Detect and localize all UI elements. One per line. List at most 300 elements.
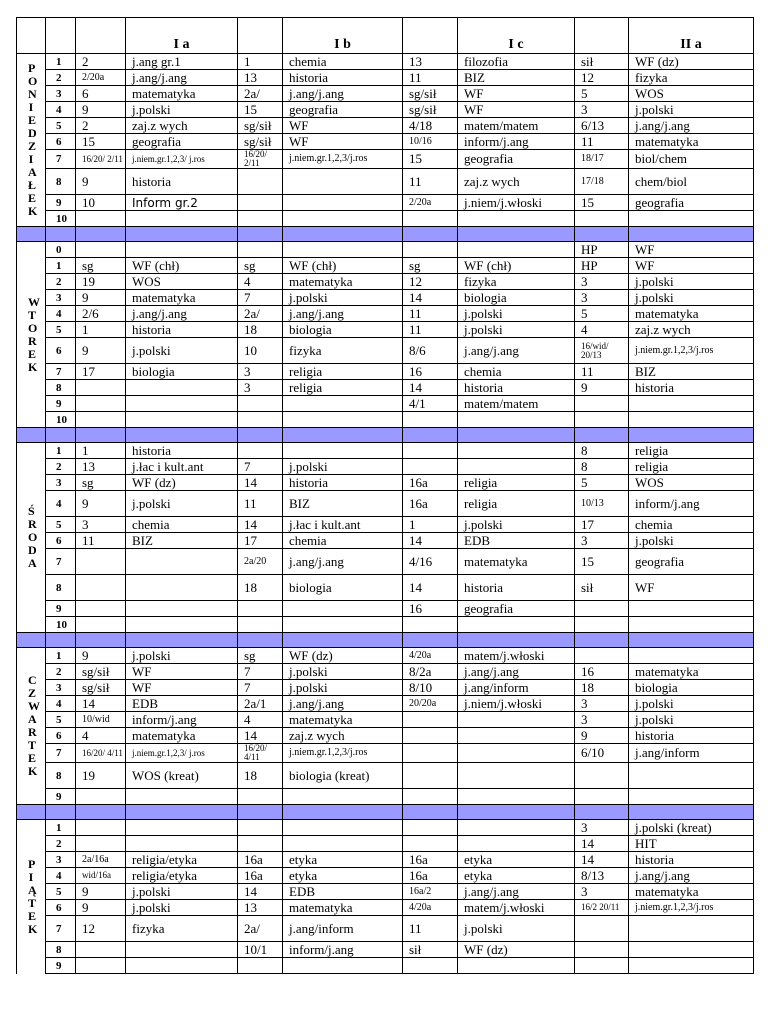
lesson-number: 6 bbox=[46, 134, 76, 150]
room-cell: 2a/1 bbox=[238, 696, 283, 712]
subject-cell: historia bbox=[126, 169, 238, 195]
subject-cell: historia bbox=[458, 575, 575, 601]
subject-cell: WF bbox=[283, 118, 403, 134]
subject-cell: j.polski bbox=[126, 900, 238, 916]
subject-cell: WOS bbox=[126, 274, 238, 290]
header-row bbox=[17, 18, 754, 54]
subject-cell: j.polski bbox=[629, 102, 754, 118]
separator-cell bbox=[575, 633, 629, 648]
subject-cell: BIZ bbox=[283, 491, 403, 517]
day-column-cell bbox=[17, 443, 46, 633]
room-cell: 4/16 bbox=[403, 549, 458, 575]
room-cell bbox=[76, 380, 126, 396]
lesson-row bbox=[17, 242, 754, 258]
room-cell: 6/10 bbox=[575, 744, 629, 763]
subject-cell: j.ang/j.ang bbox=[126, 70, 238, 86]
class-header: I a bbox=[126, 18, 238, 54]
subject-cell: j.niem.gr.1,2,3/ j.ros bbox=[126, 744, 238, 763]
room-cell: wid/16a bbox=[76, 868, 126, 884]
room-cell: 4/20a bbox=[403, 900, 458, 916]
day-column-cell bbox=[17, 54, 46, 227]
subject-cell: matem/matem bbox=[458, 118, 575, 134]
day-name bbox=[28, 856, 38, 936]
separator-cell bbox=[238, 227, 283, 242]
lesson-row bbox=[17, 517, 754, 533]
separator-cell bbox=[17, 633, 46, 648]
room-cell: 16a bbox=[403, 475, 458, 491]
room-cell: 18 bbox=[575, 680, 629, 696]
lesson-number: 2 bbox=[46, 459, 76, 475]
subject-cell: j.ang/j.ang bbox=[283, 696, 403, 712]
lesson-row bbox=[17, 459, 754, 475]
lesson-row bbox=[17, 380, 754, 396]
subject-cell bbox=[458, 617, 575, 633]
subject-cell: WF (chł) bbox=[126, 258, 238, 274]
room-cell bbox=[575, 958, 629, 974]
subject-cell: Inform gr.2 bbox=[126, 195, 238, 211]
lesson-row bbox=[17, 274, 754, 290]
lesson-row bbox=[17, 54, 754, 70]
room-cell: 17 bbox=[575, 517, 629, 533]
subject-cell: biologia bbox=[629, 680, 754, 696]
separator-cell bbox=[458, 805, 575, 820]
lesson-number: 9 bbox=[46, 195, 76, 211]
room-cell: 16/20/ 4/11 bbox=[76, 744, 126, 763]
lesson-number: 2 bbox=[46, 70, 76, 86]
subject-cell: j.polski bbox=[126, 338, 238, 364]
room-cell: 9 bbox=[76, 338, 126, 364]
room-cell: 3 bbox=[76, 517, 126, 533]
subject-cell bbox=[458, 728, 575, 744]
subject-cell: j.polski bbox=[458, 517, 575, 533]
room-cell: 14 bbox=[403, 290, 458, 306]
room-cell: 8/2a bbox=[403, 664, 458, 680]
room-cell: 14 bbox=[403, 380, 458, 396]
room-cell: sg/sił bbox=[76, 664, 126, 680]
room-cell: 9 bbox=[76, 900, 126, 916]
subject-cell: historia bbox=[126, 322, 238, 338]
room-cell: 9 bbox=[76, 884, 126, 900]
subject-cell: zaj.z wych bbox=[283, 728, 403, 744]
room-cell: 2/20a bbox=[403, 195, 458, 211]
room-cell: 11 bbox=[575, 364, 629, 380]
room-cell: 10/1 bbox=[238, 942, 283, 958]
subject-cell: j.ang/j.ang bbox=[126, 306, 238, 322]
room-cell bbox=[575, 412, 629, 428]
separator-cell bbox=[126, 227, 238, 242]
lesson-number: 9 bbox=[46, 789, 76, 805]
room-cell: 14 bbox=[76, 696, 126, 712]
lesson-row bbox=[17, 942, 754, 958]
room-cell bbox=[238, 443, 283, 459]
separator-cell bbox=[629, 227, 754, 242]
subject-cell: WF (dz) bbox=[283, 648, 403, 664]
lesson-number: 10 bbox=[46, 617, 76, 633]
subject-cell: chemia bbox=[283, 54, 403, 70]
lesson-row bbox=[17, 322, 754, 338]
room-cell: 6/13 bbox=[575, 118, 629, 134]
separator-cell bbox=[629, 805, 754, 820]
room-cell: 5 bbox=[575, 306, 629, 322]
subject-cell: WF bbox=[629, 575, 754, 601]
room-cell: 3 bbox=[238, 380, 283, 396]
subject-cell bbox=[458, 744, 575, 763]
subject-cell bbox=[283, 211, 403, 227]
room-cell: 15 bbox=[575, 549, 629, 575]
room-cell: 16a bbox=[238, 852, 283, 868]
subject-cell bbox=[629, 617, 754, 633]
separator-cell bbox=[238, 805, 283, 820]
room-cell: 8/10 bbox=[403, 680, 458, 696]
lesson-number: 7 bbox=[46, 916, 76, 942]
separator-cell bbox=[403, 633, 458, 648]
subject-cell bbox=[458, 820, 575, 836]
room-cell: 2a/ bbox=[238, 86, 283, 102]
room-cell: 11 bbox=[76, 533, 126, 549]
room-cell: 16/20/ 2/11 bbox=[76, 150, 126, 169]
room-cell: 11 bbox=[403, 916, 458, 942]
room-cell bbox=[76, 820, 126, 836]
room-cell: 4 bbox=[238, 712, 283, 728]
room-cell: 11 bbox=[403, 306, 458, 322]
lesson-number: 3 bbox=[46, 475, 76, 491]
room-cell: sg bbox=[403, 258, 458, 274]
subject-cell: religia/etyka bbox=[126, 852, 238, 868]
subject-cell: EDB bbox=[126, 696, 238, 712]
lesson-row bbox=[17, 836, 754, 852]
subject-cell: zaj.z wych bbox=[458, 169, 575, 195]
subject-cell: j.ang/j.ang bbox=[283, 549, 403, 575]
lesson-number: 10 bbox=[46, 211, 76, 227]
lesson-row bbox=[17, 306, 754, 322]
lesson-row bbox=[17, 364, 754, 380]
room-cell bbox=[76, 601, 126, 617]
room-cell: sg bbox=[76, 258, 126, 274]
room-cell: 3 bbox=[575, 696, 629, 712]
lesson-number: 0 bbox=[46, 242, 76, 258]
separator-cell bbox=[76, 227, 126, 242]
separator-cell bbox=[17, 428, 46, 443]
subject-cell: geografia bbox=[458, 601, 575, 617]
subject-cell: j.ang/j.ang bbox=[283, 86, 403, 102]
room-cell: 1 bbox=[76, 322, 126, 338]
room-cell: 18 bbox=[238, 322, 283, 338]
subject-cell: WOS (kreat) bbox=[126, 763, 238, 789]
subject-cell bbox=[283, 169, 403, 195]
subject-cell: j.niem.gr.1,2,3/j.ros bbox=[283, 150, 403, 169]
subject-cell bbox=[458, 459, 575, 475]
subject-cell: filozofia bbox=[458, 54, 575, 70]
subject-cell: j.ang/inform bbox=[458, 680, 575, 696]
room-cell: 16 bbox=[575, 664, 629, 680]
subject-cell bbox=[283, 412, 403, 428]
room-cell: 10 bbox=[238, 338, 283, 364]
lesson-number: 9 bbox=[46, 396, 76, 412]
lesson-row bbox=[17, 617, 754, 633]
room-cell: 13 bbox=[403, 54, 458, 70]
day-name bbox=[28, 673, 40, 778]
room-cell bbox=[238, 836, 283, 852]
room-cell: 4/1 bbox=[403, 396, 458, 412]
room-cell: 7 bbox=[238, 680, 283, 696]
subject-cell bbox=[126, 211, 238, 227]
lesson-row bbox=[17, 195, 754, 211]
room-cell bbox=[238, 396, 283, 412]
subject-cell: EDB bbox=[283, 884, 403, 900]
room-cell: sg/sił bbox=[76, 680, 126, 696]
lesson-number: 3 bbox=[46, 86, 76, 102]
subject-cell: j.niem/j.włoski bbox=[458, 696, 575, 712]
subject-cell: fizyka bbox=[629, 70, 754, 86]
room-cell: sg bbox=[238, 648, 283, 664]
subject-cell: religia bbox=[629, 443, 754, 459]
room-cell bbox=[403, 412, 458, 428]
room-cell: 10/13 bbox=[575, 491, 629, 517]
room-cell bbox=[403, 211, 458, 227]
subject-cell: biologia bbox=[283, 322, 403, 338]
subject-cell: j.ang/j.ang bbox=[283, 306, 403, 322]
room-cell bbox=[238, 789, 283, 805]
room-cell: 2/20a bbox=[76, 70, 126, 86]
separator-cell bbox=[575, 428, 629, 443]
lesson-row bbox=[17, 134, 754, 150]
room-cell: 8/6 bbox=[403, 338, 458, 364]
day-separator-row bbox=[17, 227, 754, 242]
lesson-row bbox=[17, 664, 754, 680]
room-cell bbox=[575, 916, 629, 942]
room-cell: 16/wid/ 20/13 bbox=[575, 338, 629, 364]
subject-cell: j.niem.gr.1,2,3/j.ros bbox=[629, 900, 754, 916]
lesson-number: 4 bbox=[46, 306, 76, 322]
lesson-number: 3 bbox=[46, 290, 76, 306]
room-cell bbox=[403, 459, 458, 475]
lesson-number: 2 bbox=[46, 664, 76, 680]
room-cell bbox=[76, 575, 126, 601]
subject-cell: matematyka bbox=[458, 549, 575, 575]
lesson-row bbox=[17, 150, 754, 169]
lesson-number: 7 bbox=[46, 549, 76, 575]
separator-cell bbox=[126, 633, 238, 648]
day-name bbox=[28, 61, 38, 218]
room-cell bbox=[238, 211, 283, 227]
subject-cell: WF bbox=[458, 102, 575, 118]
lesson-number: 9 bbox=[46, 958, 76, 974]
room-cell: 11 bbox=[403, 70, 458, 86]
room-cell: 1 bbox=[403, 517, 458, 533]
subject-cell: matematyka bbox=[629, 884, 754, 900]
room-cell: 9 bbox=[575, 380, 629, 396]
day-name-text: PONIEDZIAŁEK bbox=[28, 61, 38, 218]
lesson-number: 7 bbox=[46, 150, 76, 169]
lesson-number: 8 bbox=[46, 169, 76, 195]
lesson-row bbox=[17, 258, 754, 274]
subject-cell bbox=[283, 443, 403, 459]
room-cell: 7 bbox=[238, 290, 283, 306]
room-cell: sg bbox=[238, 258, 283, 274]
subject-cell bbox=[126, 242, 238, 258]
subject-cell bbox=[458, 958, 575, 974]
room-cell: 2 bbox=[76, 118, 126, 134]
lesson-row bbox=[17, 852, 754, 868]
room-cell: 7 bbox=[238, 664, 283, 680]
room-cell: 13 bbox=[238, 900, 283, 916]
subject-cell: WOS bbox=[629, 86, 754, 102]
room-cell: 3 bbox=[575, 884, 629, 900]
subject-cell: biologia (kreat) bbox=[283, 763, 403, 789]
subject-cell: j.polski bbox=[283, 680, 403, 696]
subject-cell: matematyka bbox=[283, 274, 403, 290]
subject-cell: WF (chł) bbox=[458, 258, 575, 274]
separator-cell bbox=[238, 428, 283, 443]
room-cell: 16/20/ 4/11 bbox=[238, 744, 283, 763]
day-name bbox=[28, 504, 38, 570]
subject-cell: zaj.z wych bbox=[126, 118, 238, 134]
subject-cell: geografia bbox=[458, 150, 575, 169]
separator-cell bbox=[283, 428, 403, 443]
subject-cell: j.ang/inform bbox=[283, 916, 403, 942]
lesson-row bbox=[17, 475, 754, 491]
room-cell: 8 bbox=[575, 459, 629, 475]
subject-cell bbox=[629, 916, 754, 942]
room-cell: 16 bbox=[403, 364, 458, 380]
room-cell: 5 bbox=[575, 475, 629, 491]
subject-cell: WF bbox=[458, 86, 575, 102]
lesson-number: 5 bbox=[46, 322, 76, 338]
subject-cell: j.polski bbox=[458, 916, 575, 942]
room-cell: 10 bbox=[76, 195, 126, 211]
lesson-row bbox=[17, 491, 754, 517]
lesson-row bbox=[17, 712, 754, 728]
subject-cell bbox=[283, 836, 403, 852]
room-cell: 14 bbox=[238, 517, 283, 533]
subject-cell: j.niem.gr.1,2,3/ j.ros bbox=[126, 150, 238, 169]
room-cell: 3 bbox=[575, 274, 629, 290]
subject-cell: j.polski bbox=[629, 290, 754, 306]
lesson-number: 5 bbox=[46, 118, 76, 134]
subject-cell: WF bbox=[283, 134, 403, 150]
room-cell bbox=[403, 958, 458, 974]
subject-cell: chemia bbox=[126, 517, 238, 533]
subject-cell: j.polski bbox=[458, 306, 575, 322]
subject-cell: religia bbox=[629, 459, 754, 475]
room-cell: 18 bbox=[238, 575, 283, 601]
room-cell: 14 bbox=[238, 884, 283, 900]
room-cell: 12 bbox=[403, 274, 458, 290]
subject-cell: j.polski bbox=[629, 274, 754, 290]
subject-cell: matematyka bbox=[126, 728, 238, 744]
room-cell: 11 bbox=[575, 134, 629, 150]
room-cell: 16a bbox=[238, 868, 283, 884]
room-cell bbox=[403, 242, 458, 258]
room-cell: 20/20a bbox=[403, 696, 458, 712]
room-cell: sg/sił bbox=[403, 102, 458, 118]
lesson-row bbox=[17, 744, 754, 763]
subject-cell: j.ang/j.ang bbox=[629, 868, 754, 884]
room-cell: 4 bbox=[76, 728, 126, 744]
subject-cell: j.niem.gr.1,2,3/j.ros bbox=[629, 338, 754, 364]
room-cell: 4 bbox=[575, 322, 629, 338]
room-cell bbox=[575, 617, 629, 633]
room-cell: 16/2 20/11 bbox=[575, 900, 629, 916]
day-name-text: CZWARTEK bbox=[28, 673, 40, 778]
room-cell: 16a bbox=[403, 868, 458, 884]
subject-cell: j.polski bbox=[126, 884, 238, 900]
room-cell: 1 bbox=[76, 443, 126, 459]
subject-cell: inform/j.ang bbox=[458, 134, 575, 150]
room-cell: 3 bbox=[575, 820, 629, 836]
lesson-row bbox=[17, 680, 754, 696]
room-cell: 9 bbox=[76, 491, 126, 517]
room-cell bbox=[403, 744, 458, 763]
room-cell: 2a/16a bbox=[76, 852, 126, 868]
room-cell: 17 bbox=[238, 533, 283, 549]
room-cell: 18 bbox=[238, 763, 283, 789]
subject-cell: historia bbox=[283, 70, 403, 86]
room-cell: sg/sił bbox=[403, 86, 458, 102]
subject-cell: j.ang/j.ang bbox=[458, 884, 575, 900]
separator-cell bbox=[283, 805, 403, 820]
separator-cell bbox=[403, 428, 458, 443]
room-cell bbox=[575, 211, 629, 227]
subject-cell: religia bbox=[458, 491, 575, 517]
subject-cell: fizyka bbox=[283, 338, 403, 364]
lesson-row bbox=[17, 533, 754, 549]
subject-cell: chem/biol bbox=[629, 169, 754, 195]
subject-cell bbox=[629, 601, 754, 617]
lesson-row bbox=[17, 412, 754, 428]
lesson-number: 6 bbox=[46, 338, 76, 364]
subject-cell: j.polski bbox=[126, 648, 238, 664]
room-cell: 2a/20 bbox=[238, 549, 283, 575]
room-cell: 3 bbox=[575, 533, 629, 549]
room-cell bbox=[238, 601, 283, 617]
room-cell: 4/18 bbox=[403, 118, 458, 134]
separator-cell bbox=[458, 428, 575, 443]
room-cell bbox=[403, 836, 458, 852]
day-column-cell bbox=[17, 242, 46, 428]
lesson-number: 7 bbox=[46, 364, 76, 380]
subject-cell bbox=[458, 412, 575, 428]
day-column-cell bbox=[17, 648, 46, 805]
room-cell: 14 bbox=[575, 836, 629, 852]
subject-cell: matem/matem bbox=[458, 396, 575, 412]
room-cell bbox=[76, 942, 126, 958]
room-header-cell bbox=[238, 18, 283, 54]
separator-cell bbox=[76, 428, 126, 443]
subject-cell: chemia bbox=[458, 364, 575, 380]
room-cell bbox=[403, 443, 458, 459]
room-cell: 2a/ bbox=[238, 306, 283, 322]
subject-cell bbox=[283, 789, 403, 805]
subject-cell: historia bbox=[629, 380, 754, 396]
lesson-row bbox=[17, 443, 754, 459]
subject-cell: etyka bbox=[283, 868, 403, 884]
separator-cell bbox=[46, 227, 76, 242]
room-cell: sił bbox=[575, 575, 629, 601]
subject-cell: historia bbox=[629, 852, 754, 868]
room-cell: 12 bbox=[575, 70, 629, 86]
lesson-number: 6 bbox=[46, 533, 76, 549]
lesson-row bbox=[17, 763, 754, 789]
lesson-number: 3 bbox=[46, 680, 76, 696]
room-cell: 6 bbox=[76, 86, 126, 102]
room-cell: 17/18 bbox=[575, 169, 629, 195]
subject-cell: j.ang/inform bbox=[629, 744, 754, 763]
room-cell: 14 bbox=[403, 533, 458, 549]
room-cell bbox=[403, 728, 458, 744]
separator-cell bbox=[629, 428, 754, 443]
room-cell: 19 bbox=[76, 763, 126, 789]
